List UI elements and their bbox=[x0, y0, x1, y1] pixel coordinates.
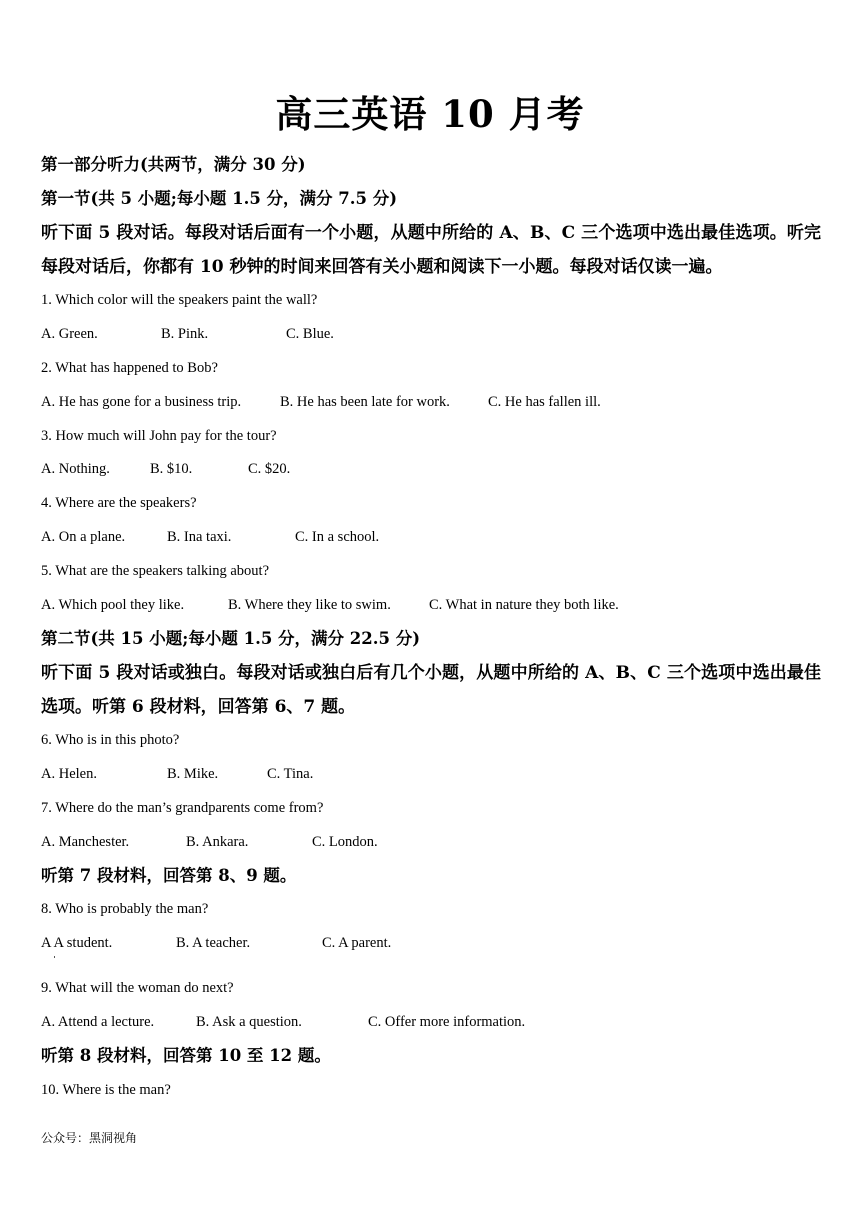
q7-option-a: A. Manchester. bbox=[41, 834, 130, 850]
q3-option-a: A. Nothing. bbox=[41, 461, 110, 477]
question-8: 8. Who is probably the man? bbox=[41, 901, 209, 917]
question-10: 10. Where is the man? bbox=[41, 1082, 171, 1098]
section2-heading: 第二节(共 15 小题;每小题 1.5 分，满分 22.5 分) bbox=[41, 629, 421, 648]
q9-option-b: B. Ask a question. bbox=[196, 1014, 302, 1030]
passage-7-heading: 听第 7 段材料，回答第 8、9 题。 bbox=[41, 866, 297, 885]
q8-option-c: C. A parent. bbox=[322, 935, 392, 951]
q4-option-a: A. On a plane. bbox=[41, 529, 126, 545]
q1-option-a: A. Green. bbox=[41, 326, 98, 342]
q5-option-b: B. Where they like to swim. bbox=[228, 597, 391, 613]
q8-option-b: B. A teacher. bbox=[176, 935, 251, 951]
footer-note: 公众号：黑洞视角 bbox=[41, 1131, 138, 1145]
q5-option-c: C. What in nature they both like. bbox=[429, 597, 619, 613]
question-3: 3. How much will John pay for the tour? bbox=[41, 428, 277, 444]
q6-option-b: B. Mike. bbox=[167, 766, 219, 782]
question-6: 6. Who is in this photo? bbox=[41, 732, 180, 748]
question-5: 5. What are the speakers talking about? bbox=[41, 563, 270, 579]
q1-option-b: B. Pink. bbox=[161, 326, 209, 342]
q6-option-a: A. Helen. bbox=[41, 766, 97, 782]
question-1: 1. Which color will the speakers paint the wall? bbox=[41, 292, 318, 308]
q4-option-b: B. Ina taxi. bbox=[167, 529, 232, 545]
q2-option-c: C. He has fallen ill. bbox=[488, 394, 601, 410]
section1-heading: 第一节(共 5 小题;每小题 1.5 分，满分 7.5 分) bbox=[41, 189, 398, 208]
question-7: 7. Where do the man’s grandparents come from? bbox=[41, 800, 324, 816]
q3-option-b: B. $10. bbox=[150, 461, 193, 477]
section1-instructions: 听下面 5 段对话。每段对话后面有一个小题，从题中所给的 A、B、C 三个选项中选出最佳选项。听完每段对话后，你都有 10 秒钟的时间来回答有关小题和阅读下一小题。每段对话仅读一遍。 bbox=[41, 223, 821, 277]
question-4: 4. Where are the speakers? bbox=[41, 495, 197, 511]
q9-option-c: C. Offer more information. bbox=[368, 1014, 526, 1030]
q3-option-c: C. $20. bbox=[248, 461, 291, 477]
stray-mark bbox=[54, 956, 55, 958]
section2-instructions: 听下面 5 段对话或独白。每段对话或独白后有几个小题，从题中所给的 A、B、C 三个选项中选出最佳选项。听第 6 段材料，回答第 6、7 题。 bbox=[41, 663, 821, 717]
q2-option-b: B. He has been late for work. bbox=[280, 394, 450, 410]
q8-option-a: A A student. bbox=[41, 935, 113, 951]
question-9: 9. What will the woman do next? bbox=[41, 980, 234, 996]
q9-option-a: A. Attend a lecture. bbox=[41, 1014, 155, 1030]
q1-option-c: C. Blue. bbox=[286, 326, 334, 342]
q7-option-b: B. Ankara. bbox=[186, 834, 249, 850]
q6-option-c: C. Tina. bbox=[267, 766, 314, 782]
q7-option-c: C. London. bbox=[312, 834, 378, 850]
q5-option-a: A. Which pool they like. bbox=[41, 597, 185, 613]
question-2: 2. What has happened to Bob? bbox=[41, 360, 218, 376]
q2-option-a: A. He has gone for a business trip. bbox=[41, 394, 242, 410]
q4-option-c: C. In a school. bbox=[295, 529, 380, 545]
passage-8-heading: 听第 8 段材料，回答第 10 至 12 题。 bbox=[41, 1046, 331, 1065]
part1-heading: 第一部分听力(共两节，满分 30 分) bbox=[41, 155, 306, 174]
page-title: 高三英语 10 月考 bbox=[275, 92, 585, 136]
